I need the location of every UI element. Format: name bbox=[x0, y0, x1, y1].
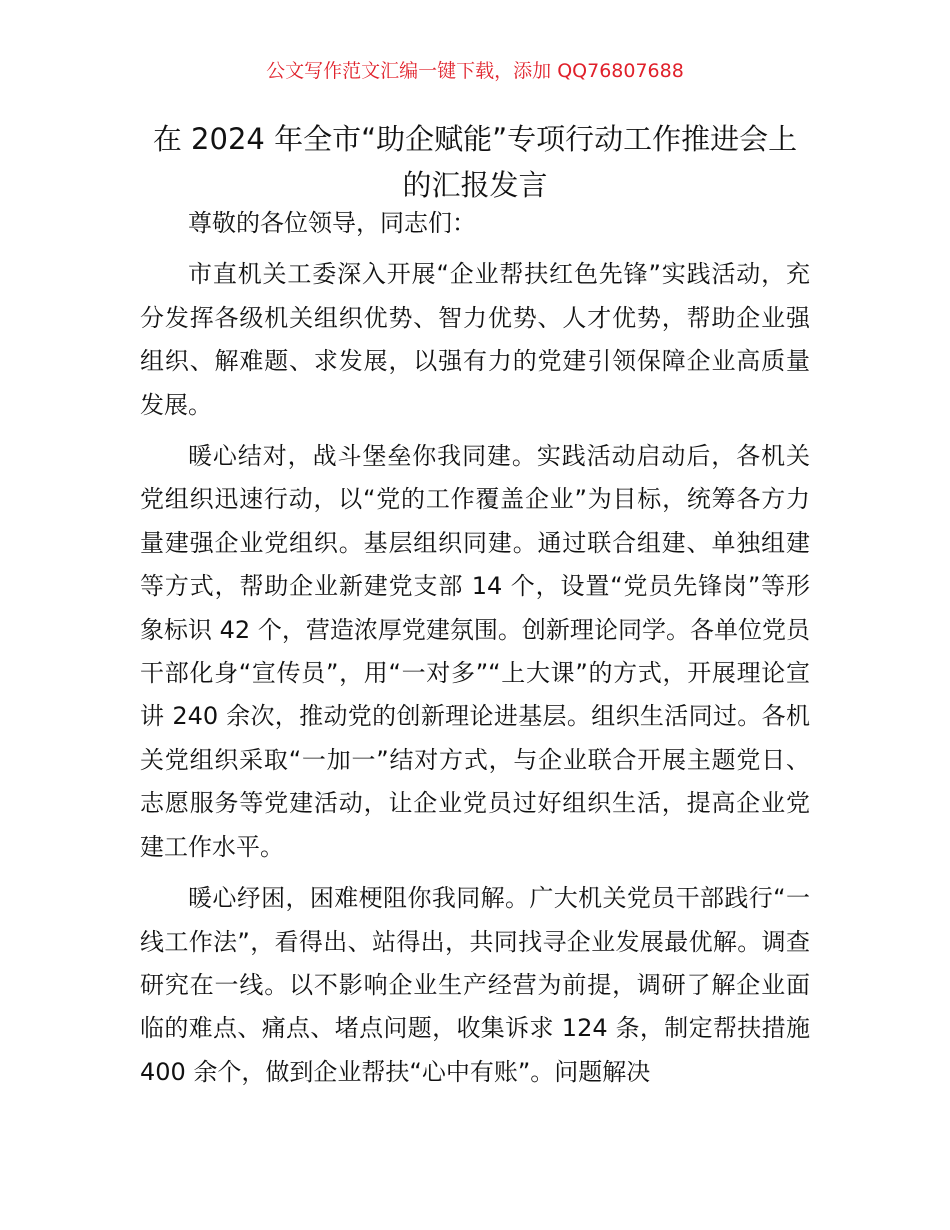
document-title: 在 2024 年全市“助企赋能”专项行动工作推进会上的汇报发言 bbox=[152, 122, 798, 202]
body-paragraph: 暖心结对，战斗堡垒你我同建。实践活动启动后，各机关党组织迅速行动，以“党的工作覆盖企业”为目标，统筹各方力量建强企业党组织。基层组织同建。通过联合组建、单独组建等方式，帮助企业新建党支部 14 个，设置“党员先锋岗”等形象标识 42 个，营造浓厚党建氛围。创新理论同学。各单位党员干部化身“宣传员”，用“一对多”“上大课”的方式，开展理论宣讲 240 余次，推动党的创新理论进基层。组织生活同过。各机关党组织采取“一加一”结对方式，与企业联合开展主题党日、志愿服务等党建活动，让企业党员过好组织生活，提高企业党建工作水平。 bbox=[140, 442, 810, 861]
document-body bbox=[140, 202, 810, 1094]
salutation-paragraph: 尊敬的各位领导，同志们： bbox=[188, 209, 476, 237]
download-notice: 公文写作范文汇编一键下载，添加 QQ76807688 bbox=[266, 60, 684, 82]
body-paragraph: 暖心纾困，困难梗阻你我同解。广大机关党员干部践行“一线工作法”，看得出、站得出，共同找寻企业发展最优解。调查研究在一线。以不影响企业生产经营为前提，调研了解企业面临的难点、痛点、堵点问题，收集诉求 124 条，制定帮扶措施 400 余个，做到企业帮扶“心中有账”。问题解决 bbox=[140, 884, 810, 1086]
intro-paragraph: 市直机关工委深入开展“企业帮扶红色先锋”实践活动，充分发挥各级机关组织优势、智力优势、人才优势，帮助企业强组织、解难题、求发展，以强有力的党建引领保障企业高质量发展。 bbox=[140, 260, 810, 419]
